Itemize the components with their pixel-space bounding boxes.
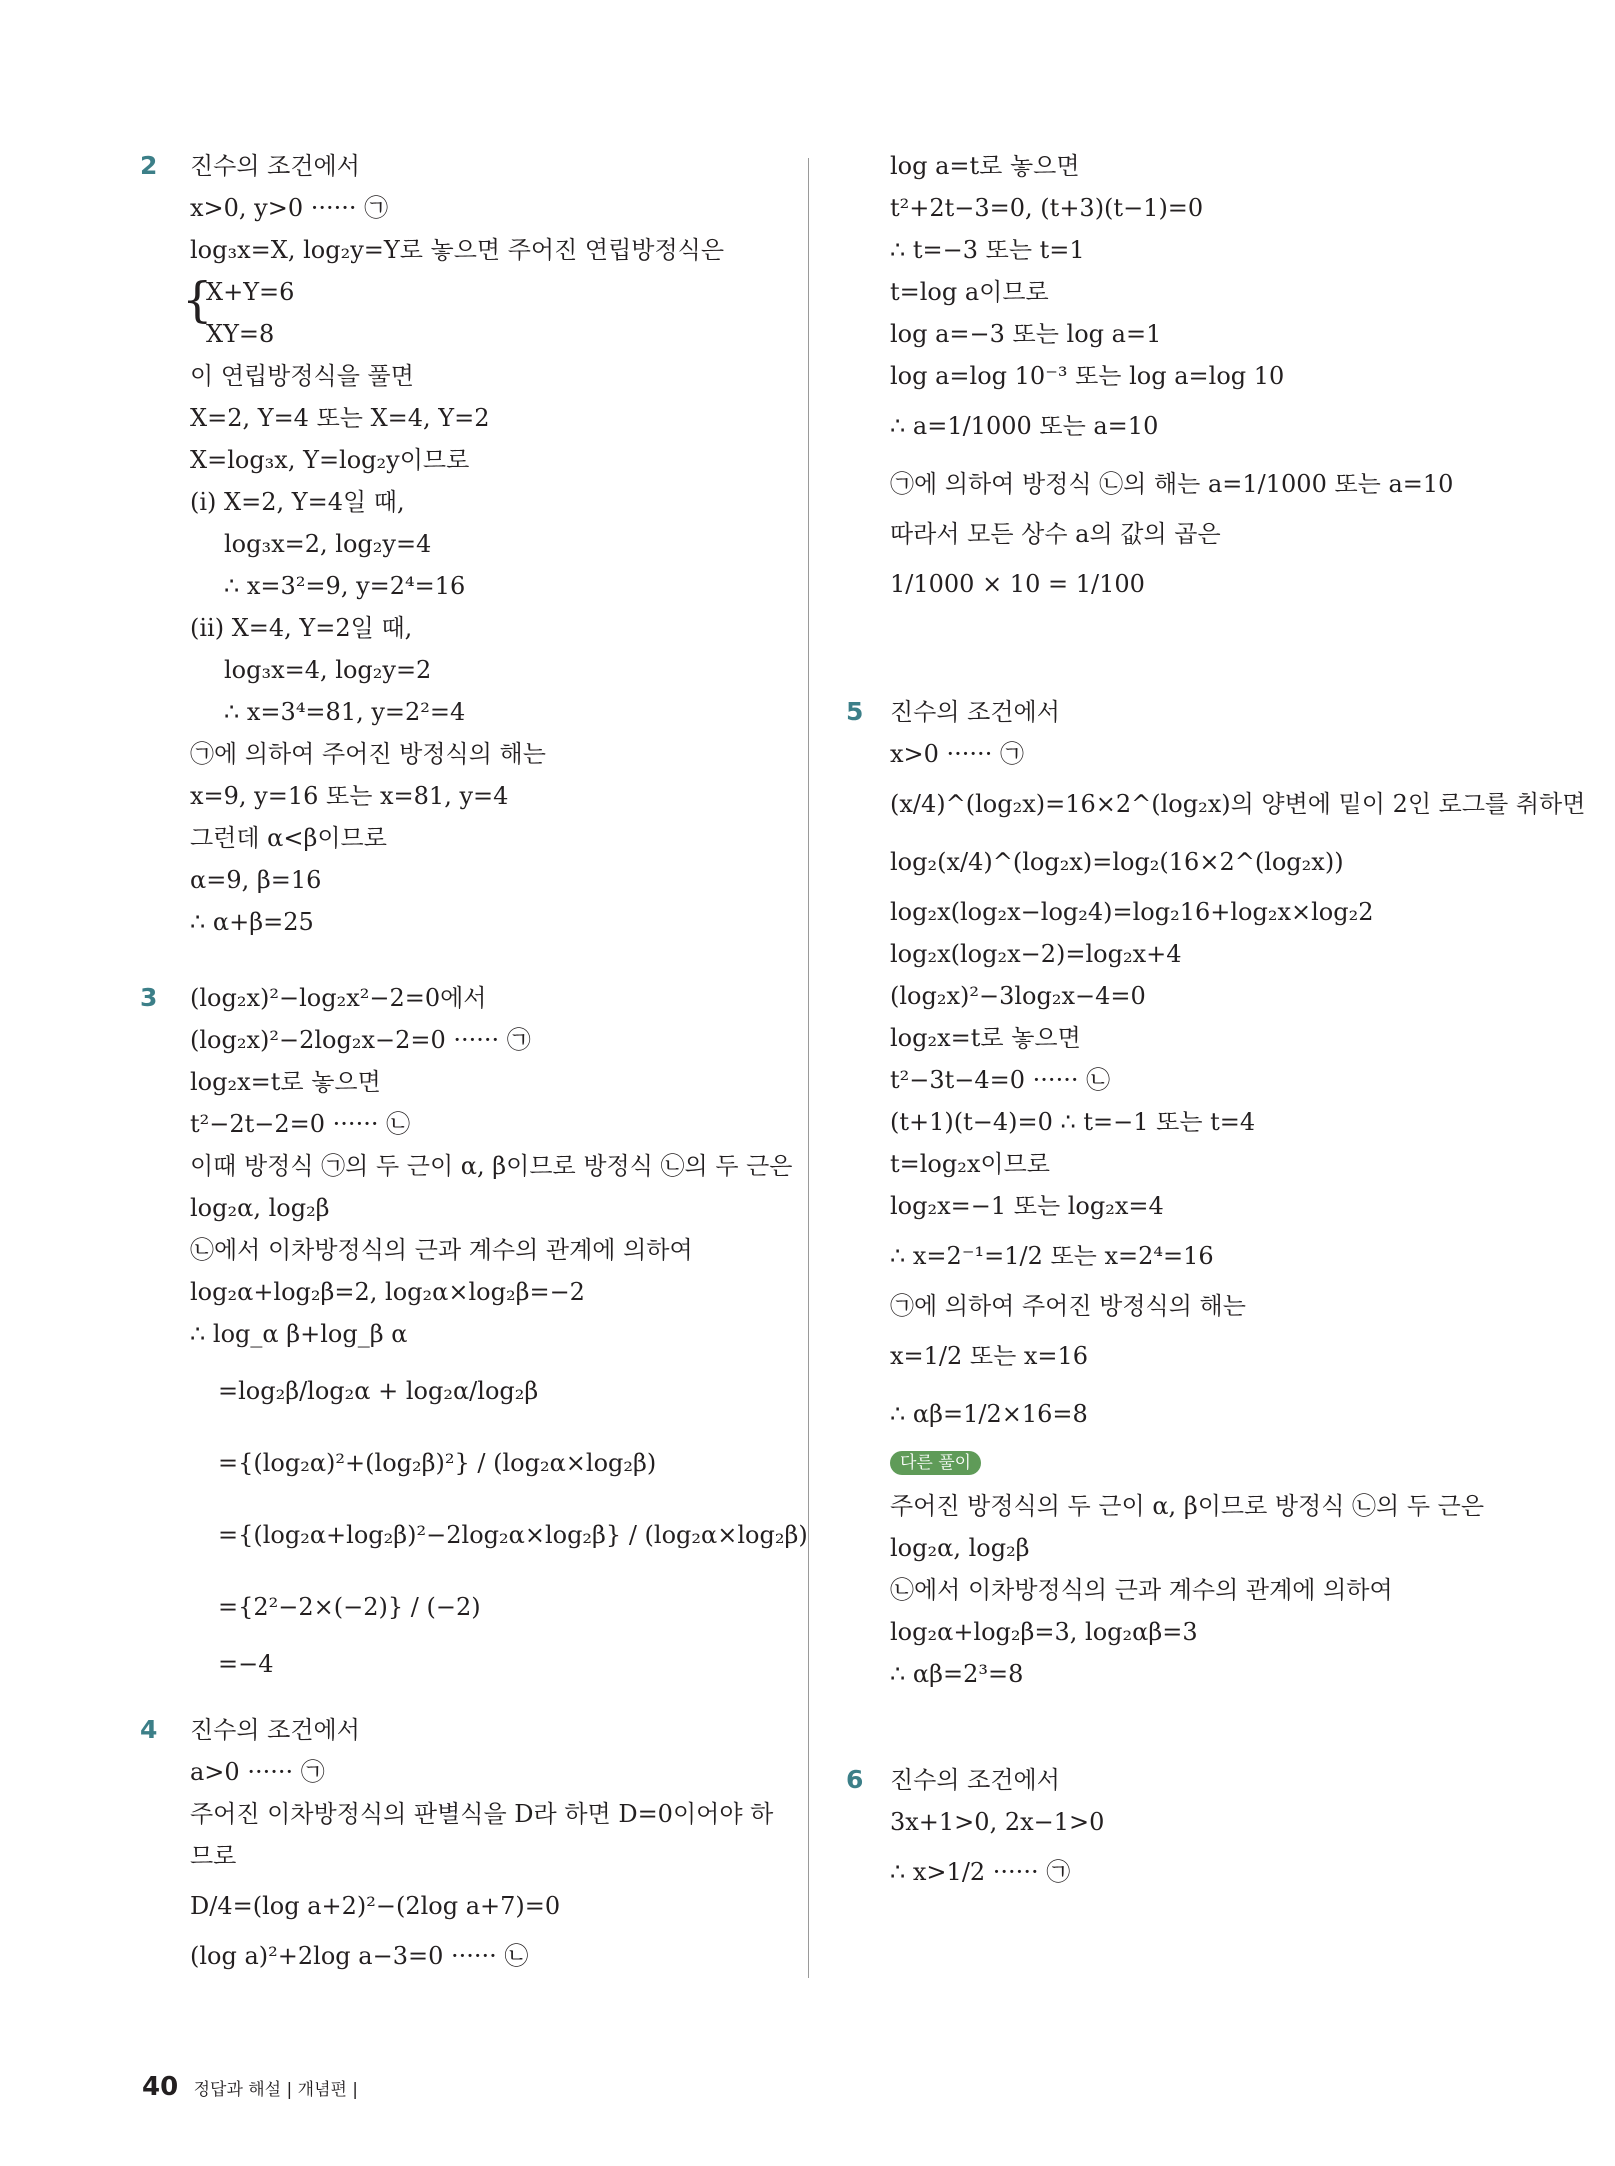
- solution-line: ㉠에 의하여 주어진 방정식의 해는: [190, 740, 546, 768]
- page-footer: [142, 2072, 358, 2102]
- problem-6: [848, 1759, 1488, 1901]
- solution-line: t=log a이므로: [890, 278, 1049, 306]
- solution-line: X=2, Y=4 또는 X=4, Y=2: [190, 404, 490, 432]
- column-divider: [808, 158, 809, 1978]
- solution-line: ∴ t=−3 또는 t=1: [890, 236, 1085, 264]
- solution-line: x=1/2 또는 x=16: [890, 1342, 1089, 1370]
- solution-line: 진수의 조건에서: [890, 698, 1060, 726]
- solution-line: log₂x=−1 또는 log₂x=4: [890, 1192, 1164, 1220]
- solution-line: log a=log 10⁻³ 또는 log a=log 10: [890, 362, 1285, 390]
- brace: {: [182, 272, 213, 328]
- solution-line: ={(log₂α+log₂β)²−2log₂α×log₂β} / (log₂α×log₂β): [218, 1521, 808, 1549]
- solution-line: ∴ αβ=2³=8: [890, 1660, 1024, 1688]
- solution-line: log a=t로 놓으면: [890, 152, 1080, 180]
- solution-line: ={2²−2×(−2)} / (−2): [218, 1593, 481, 1621]
- solution-line: X=log₃x, Y=log₂y이므로: [190, 446, 470, 474]
- alt-solution-badge: 다른 풀이: [890, 1451, 981, 1475]
- solution-line: (ⅱ) X=4, Y=2일 때,: [190, 614, 413, 642]
- solution-line: ∴ x>1/2 ······ ㉠: [890, 1858, 1071, 1886]
- solution-line: 므로: [190, 1842, 237, 1870]
- solution-line: 그런데 α<β이므로: [190, 824, 387, 852]
- page-number: 40: [142, 2072, 179, 2102]
- problem-number: 4: [140, 1715, 158, 1744]
- solution-line: 따라서 모든 상수 a의 값의 곱은: [890, 520, 1221, 548]
- solution-line: log₂α, log₂β: [890, 1534, 1030, 1562]
- solution-line: x>0, y>0 ······ ㉠: [190, 194, 389, 222]
- solution-line: 진수의 조건에서: [190, 1716, 360, 1744]
- left-column: [140, 145, 808, 1977]
- problem-number: 5: [846, 697, 864, 726]
- problem-3: [140, 977, 808, 1685]
- solution-line: =log₂β/log₂α + log₂α/log₂β: [218, 1377, 539, 1405]
- solution-line: a>0 ······ ㉠: [190, 1758, 325, 1786]
- solution-line: t=log₂x이므로: [890, 1150, 1050, 1178]
- solution-line: t²−2t−2=0 ······ ㉡: [190, 1110, 411, 1138]
- solution-line: 주어진 방정식의 두 근이 α, β이므로 방정식 ㉡의 두 근은: [890, 1492, 1485, 1520]
- solution-line: ∴ log_α β+log_β α: [190, 1320, 408, 1348]
- problem-4-continued: [848, 145, 1488, 613]
- footer-label: 정답과 해설 | 개념편 |: [193, 2080, 359, 2100]
- solution-line: (x/4)^(log₂x)=16×2^(log₂x)의 양변에 밑이 2인 로그를 취하면: [890, 790, 1586, 818]
- solution-line: (log₂x)²−2log₂x−2=0 ······ ㉠: [190, 1026, 531, 1054]
- solution-line: ㉠에 의하여 주어진 방정식의 해는: [890, 1292, 1246, 1320]
- solution-line: log₂x(log₂x−2)=log₂x+4: [890, 940, 1182, 968]
- solution-line: log₂α+log₂β=2, log₂α×log₂β=−2: [190, 1278, 585, 1306]
- problem-5: [846, 691, 1586, 1695]
- problem-number: 2: [140, 151, 158, 180]
- solution-line: log₃x=4, log₂y=2: [224, 656, 432, 684]
- problem-number: 6: [846, 1765, 864, 1794]
- solution-line: ={(log₂α)²+(log₂β)²} / (log₂α×log₂β): [218, 1449, 657, 1477]
- solution-line: 이 연립방정식을 풀면: [190, 362, 414, 390]
- solution-line: 이때 방정식 ㉠의 두 근이 α, β이므로 방정식 ㉡의 두 근은: [190, 1152, 793, 1180]
- system-of-equations: [142, 271, 782, 355]
- solution-line: (t+1)(t−4)=0 ∴ t=−1 또는 t=4: [890, 1108, 1256, 1136]
- solution-line: log₂(x/4)^(log₂x)=log₂(16×2^(log₂x)): [890, 848, 1344, 876]
- solution-line: ∴ a=1/1000 또는 a=10: [890, 412, 1159, 440]
- solution-line: log₂x(log₂x−log₂4)=log₂16+log₂x×log₂2: [890, 898, 1374, 926]
- solution-line: ∴ x=3⁴=81, y=2²=4: [224, 698, 466, 726]
- solution-line: log₂x=t로 놓으면: [190, 1068, 381, 1096]
- alt-solution-row: [848, 1443, 1488, 1485]
- solution-line: 주어진 이차방정식의 판별식을 D라 하면 D=0이어야 하: [190, 1800, 774, 1828]
- problem-4: [142, 1709, 782, 1977]
- solution-line: ㉡에서 이차방정식의 근과 계수의 관계에 의하여: [190, 1236, 693, 1264]
- solution-line: ㉠에 의하여 방정식 ㉡의 해는 a=1/1000 또는 a=10: [890, 470, 1454, 498]
- solution-line: ∴ αβ=1/2×16=8: [890, 1400, 1088, 1428]
- problem-number: 3: [140, 983, 158, 1012]
- solution-line: log₃x=2, log₂y=4: [224, 530, 432, 558]
- solution-line: (log₂x)²−3log₂x−4=0: [890, 982, 1146, 1010]
- solution-line: (log₂x)²−log₂x²−2=0에서: [190, 984, 487, 1012]
- right-column: [846, 145, 1586, 1901]
- solution-line: 1/1000 × 10 = 1/100: [890, 570, 1145, 598]
- solution-line: α=9, β=16: [190, 866, 322, 894]
- solution-line: log₂α, log₂β: [190, 1194, 330, 1222]
- solution-line: log₂α+log₂β=3, log₂αβ=3: [890, 1618, 1198, 1646]
- solution-line: 진수의 조건에서: [190, 152, 360, 180]
- solution-line: =−4: [218, 1650, 274, 1678]
- problem-2: [142, 145, 782, 943]
- solution-line: log a=−3 또는 log a=1: [890, 320, 1162, 348]
- solution-line: t²−3t−4=0 ······ ㉡: [890, 1066, 1111, 1094]
- solution-line: 3x+1>0, 2x−1>0: [890, 1808, 1105, 1836]
- solution-line: x>0 ······ ㉠: [890, 740, 1024, 768]
- solution-line: x=9, y=16 또는 x=81, y=4: [190, 782, 509, 810]
- solution-line: (ⅰ) X=2, Y=4일 때,: [190, 488, 405, 516]
- solution-line: ∴ x=3²=9, y=2⁴=16: [224, 572, 466, 600]
- solution-line: D/4=(log a+2)²−(2log a+7)=0: [190, 1892, 561, 1920]
- solution-line: ∴ α+β=25: [190, 908, 314, 936]
- solution-line: (log a)²+2log a−3=0 ······ ㉡: [190, 1942, 529, 1970]
- solution-line: ∴ x=2⁻¹=1/2 또는 x=2⁴=16: [890, 1242, 1214, 1270]
- solution-line: log₃x=X, log₂y=Y로 놓으면 주어진 연립방정식은: [190, 236, 724, 264]
- solution-line: X+Y=6: [206, 278, 295, 306]
- solution-line: ㉡에서 이차방정식의 근과 계수의 관계에 의하여: [890, 1576, 1393, 1604]
- solution-line: XY=8: [206, 320, 275, 348]
- solution-line: log₂x=t로 놓으면: [890, 1024, 1081, 1052]
- solution-line: t²+2t−3=0, (t+3)(t−1)=0: [890, 194, 1204, 222]
- solution-line: 진수의 조건에서: [890, 1766, 1060, 1794]
